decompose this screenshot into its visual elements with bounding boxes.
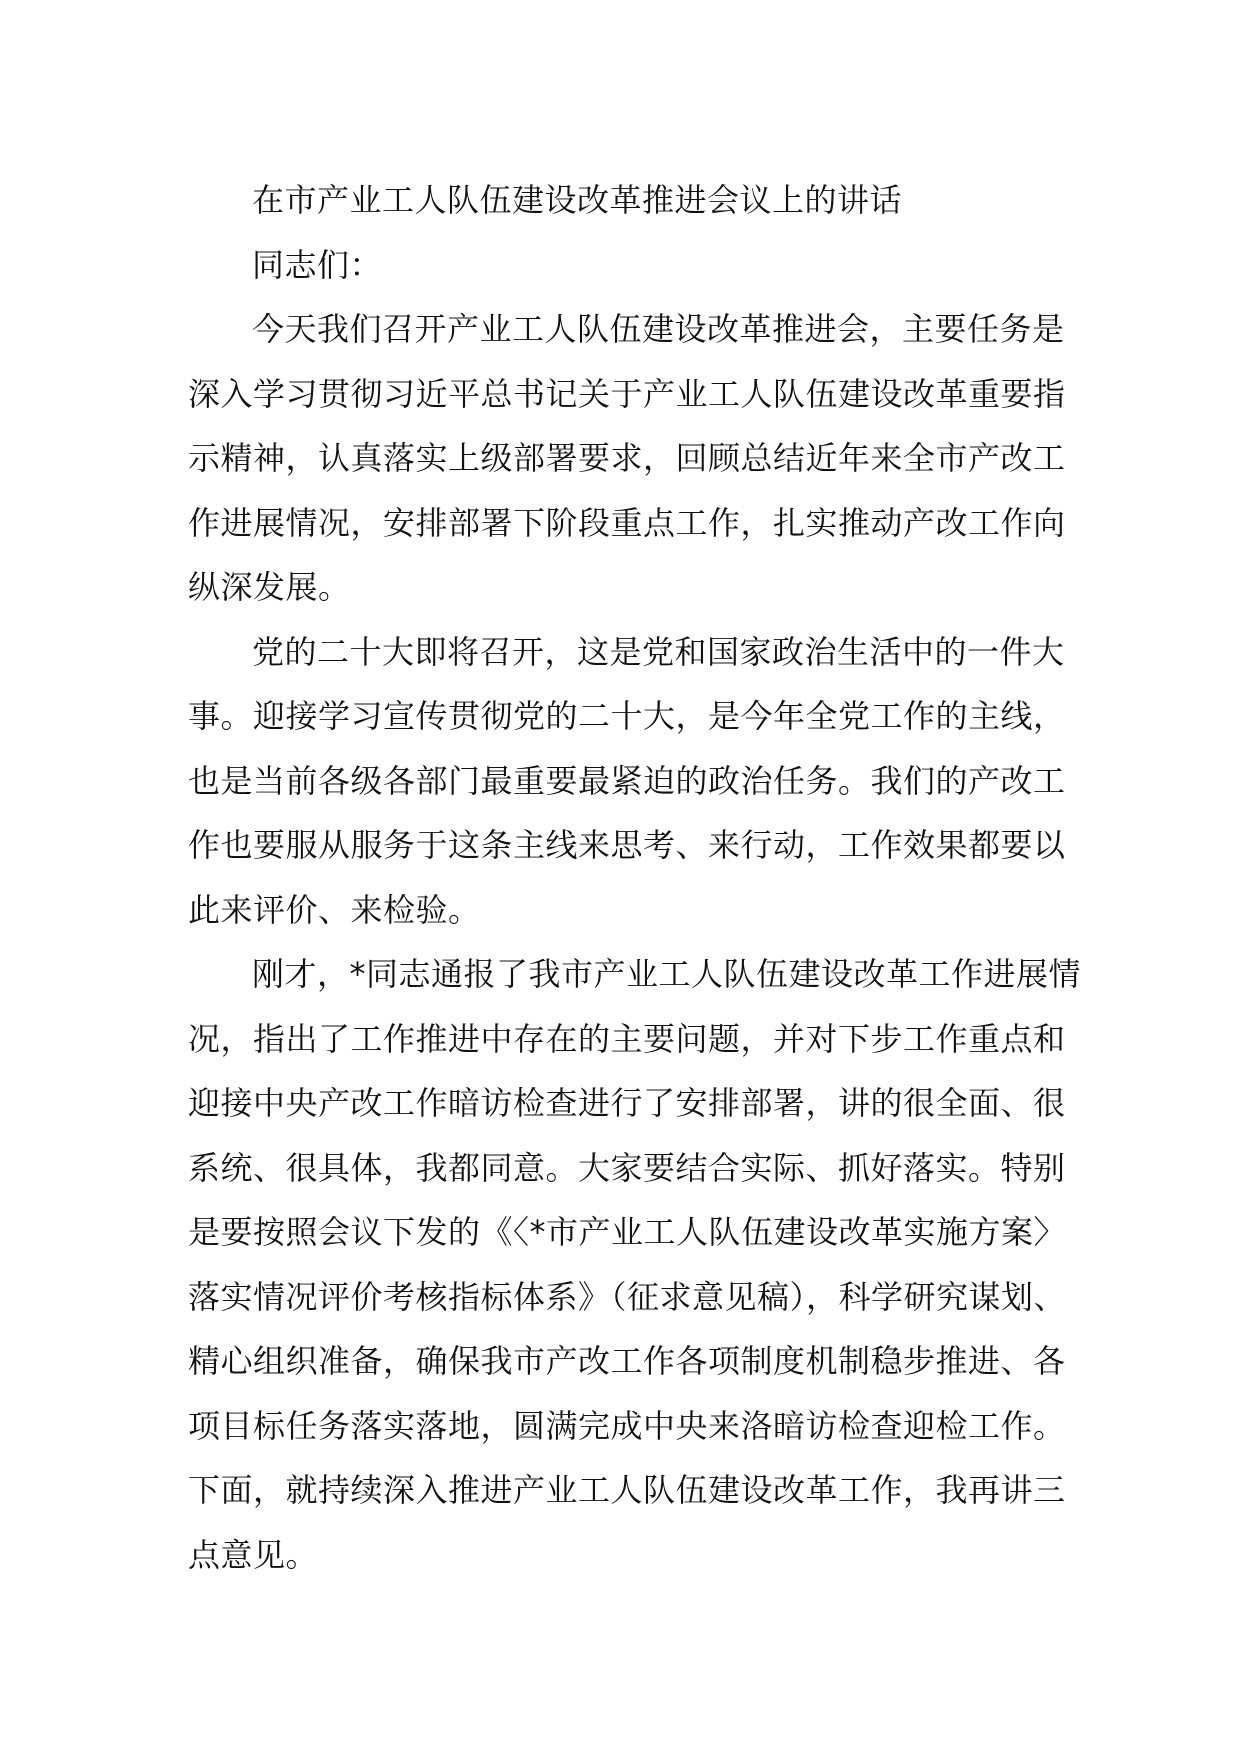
salutation: 同志们： [252,245,383,284]
paragraph-line: 也是当前各级各部门最重要最紧迫的政治任务。我们的产改工 [188,761,1066,800]
paragraph-line: 深入学习贯彻习近平总书记关于产业工人队伍建设改革重要指 [188,374,1066,413]
paragraph-line: 精心组织准备，确保我市产改工作各项制度机制稳步推进、各 [188,1342,1066,1380]
paragraph-line: 作进展情况，安排部署下阶段重点工作，扎实推动产改工作向 [188,503,1066,542]
paragraph-2 [188,620,1066,943]
paragraph-line: 迎接中央产改工作暗访检查进行了安排部署，讲的很全面、很 [188,1084,1066,1122]
paragraph-3 [188,942,1082,1587]
document-title: 在市产业工人队伍建设改革推进会议上的讲话 [252,181,903,219]
paragraph-line: 点意见。 [188,1535,319,1574]
paragraph-line: 项目标任务落实落地，圆满完成中央来洛暗访检查迎检工作。 [188,1406,1066,1445]
paragraph-line: 事。迎接学习宣传贯彻党的二十大，是今年全党工作的主线， [188,697,1066,735]
document-body [188,168,1082,1587]
paragraph-line: 下面，就持续深入推进产业工人队伍建设改革工作，我再讲三 [188,1471,1066,1509]
paragraph-line: 此来评价、来检验。 [188,890,481,929]
paragraph-line: 况，指出了工作推进中存在的主要问题，并对下步工作重点和 [188,1019,1066,1058]
paragraph-line: 落实情况评价考核指标体系》（征求意见稿），科学研究谋划、 [188,1277,1067,1316]
paragraph-line: 系统、很具体，我都同意。大家要结合实际、抓好落实。特别 [188,1148,1066,1187]
paragraph-line: 今天我们召开产业工人队伍建设改革推进会，主要任务是 [252,310,1065,348]
paragraph-line: 党的二十大即将召开，这是党和国家政治生活中的一件大 [252,632,1065,671]
paragraph-line: 是要按照会议下发的《〈*市产业工人队伍建设改革实施方案〉 [188,1213,1067,1251]
paragraph-line: 示精神，认真落实上级部署要求，回顾总结近年来全市产改工 [188,439,1066,477]
paragraph-line: 纵深发展。 [188,568,351,606]
paragraph-line: 刚才，*同志通报了我市产业工人队伍建设改革工作进展情 [252,955,1082,993]
paragraph-line: 作也要服从服务于这条主线来思考、来行动，工作效果都要以 [188,826,1066,864]
paragraph-1 [188,297,1066,620]
